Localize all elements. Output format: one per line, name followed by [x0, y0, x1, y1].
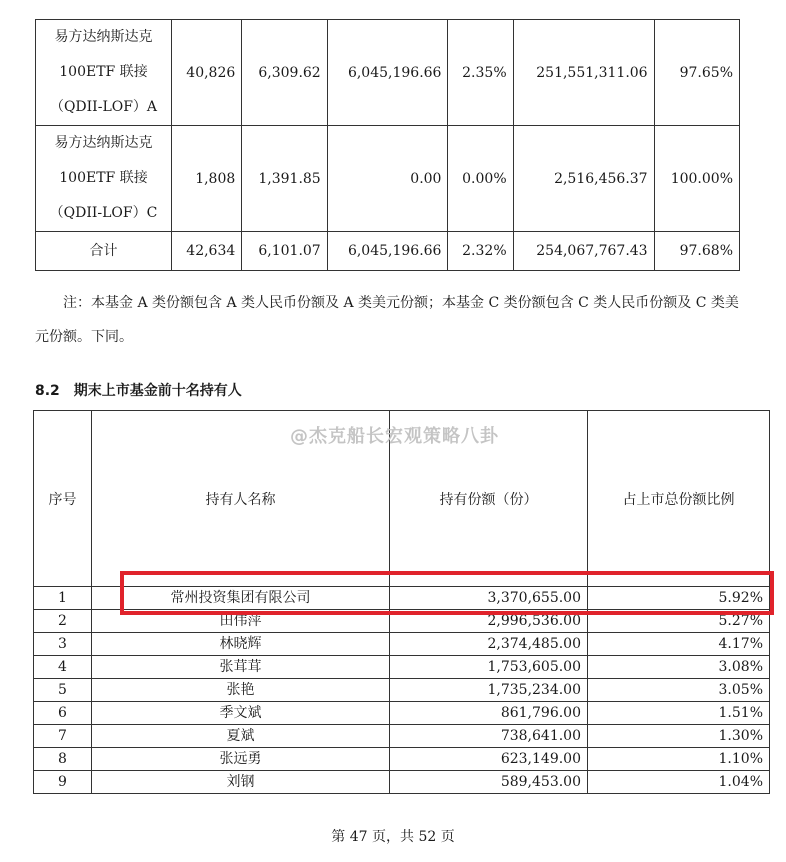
indiv-shares-cell: 251,551,311.06 — [513, 20, 654, 126]
fund-name-line: （QDII-LOF）A — [49, 99, 158, 115]
table-row — [36, 20, 740, 126]
row-holder-name: 夏斌 — [92, 725, 390, 748]
watermark: @杰克船长宏观策略八卦 — [290, 426, 499, 447]
holders-count-cell: 42,634 — [172, 232, 242, 271]
avg-shares-cell: 1,391.85 — [242, 126, 327, 232]
row-ratio: 4.17% — [588, 633, 770, 656]
row-no: 8 — [34, 748, 92, 771]
total-label-cell: 合计 — [36, 232, 172, 271]
fund-holder-structure-table — [35, 19, 740, 271]
row-no: 4 — [34, 656, 92, 679]
row-no: 5 — [34, 679, 92, 702]
fund-name-line: 100ETF 联接 — [59, 170, 148, 186]
indiv-shares-cell: 254,067,767.43 — [513, 232, 654, 271]
row-holder-name: 张茸茸 — [92, 656, 390, 679]
section-heading: 8.2 期末上市基金前十名持有人 — [35, 383, 242, 399]
row-shares: 861,796.00 — [390, 702, 588, 725]
inst-shares-cell: 6,045,196.66 — [327, 232, 448, 271]
indiv-ratio-cell: 100.00% — [654, 126, 739, 232]
row-no: 1 — [34, 587, 92, 610]
table-note: 注：本基金 A 类份额包含 A 类人民币份额及 A 类美元份额；本基金 C 类份额包含 C 类人民币份额及 C 类美元份额。下同。 — [35, 295, 739, 345]
row-holder-name: 林晓辉 — [92, 633, 390, 656]
indiv-shares-cell: 2,516,456.37 — [513, 126, 654, 232]
inst-shares-cell: 6,045,196.66 — [327, 20, 448, 126]
table-row — [34, 679, 770, 702]
row-shares: 3,370,655.00 — [390, 587, 588, 610]
indiv-ratio-cell: 97.68% — [654, 232, 739, 271]
row-shares: 2,374,485.00 — [390, 633, 588, 656]
table-row — [34, 748, 770, 771]
avg-shares-cell: 6,309.62 — [242, 20, 327, 126]
row-ratio: 1.30% — [588, 725, 770, 748]
fund-name-line: 100ETF 联接 — [59, 64, 148, 80]
row-no: 7 — [34, 725, 92, 748]
indiv-ratio-cell: 97.65% — [654, 20, 739, 126]
row-holder-name: 田伟萍 — [92, 610, 390, 633]
row-holder-name: 刘钢 — [92, 771, 390, 794]
row-holder-name: 张艳 — [92, 679, 390, 702]
fund-name-cell — [36, 20, 172, 126]
row-no: 3 — [34, 633, 92, 656]
row-ratio: 3.08% — [588, 656, 770, 679]
fund-name-line: 易方达纳斯达克 — [54, 135, 153, 151]
table-row — [34, 656, 770, 679]
row-no: 6 — [34, 702, 92, 725]
row-ratio: 1.51% — [588, 702, 770, 725]
table-row — [34, 725, 770, 748]
row-ratio: 5.92% — [588, 587, 770, 610]
inst-shares-cell: 0.00 — [327, 126, 448, 232]
highlight-box — [120, 571, 774, 615]
table-row — [34, 702, 770, 725]
row-shares: 623,149.00 — [390, 748, 588, 771]
row-shares: 1,735,234.00 — [390, 679, 588, 702]
table-row — [36, 126, 740, 232]
row-ratio: 1.10% — [588, 748, 770, 771]
holders-count-cell: 40,826 — [172, 20, 242, 126]
page-footer: 第 47 页，共 52 页 — [331, 829, 455, 845]
total-row — [36, 232, 740, 271]
row-shares: 1,753,605.00 — [390, 656, 588, 679]
table-row — [34, 633, 770, 656]
table-row — [34, 771, 770, 794]
row-no: 9 — [34, 771, 92, 794]
row-holder-name: 张远勇 — [92, 748, 390, 771]
row-shares: 2,996,536.00 — [390, 610, 588, 633]
inst-ratio-cell: 0.00% — [448, 126, 513, 232]
row-shares: 738,641.00 — [390, 725, 588, 748]
header-no: 序号 — [34, 411, 92, 587]
header-holder-name: 持有人名称 — [92, 411, 390, 587]
header-ratio: 占上市总份额比例 — [588, 411, 770, 587]
row-holder-name: 常州投资集团有限公司 — [92, 587, 390, 610]
row-ratio: 1.04% — [588, 771, 770, 794]
row-shares: 589,453.00 — [390, 771, 588, 794]
avg-shares-cell: 6,101.07 — [242, 232, 327, 271]
fund-name-cell — [36, 126, 172, 232]
fund-name-line: 易方达纳斯达克 — [54, 29, 153, 45]
inst-ratio-cell: 2.32% — [448, 232, 513, 271]
header-shares: 持有份额（份） — [390, 411, 588, 587]
row-holder-name: 季文斌 — [92, 702, 390, 725]
row-ratio: 5.27% — [588, 610, 770, 633]
row-ratio: 3.05% — [588, 679, 770, 702]
holder-rows — [34, 587, 770, 794]
row-no: 2 — [34, 610, 92, 633]
fund-name-line: （QDII-LOF）C — [49, 205, 158, 221]
holders-count-cell: 1,808 — [172, 126, 242, 232]
inst-ratio-cell: 2.35% — [448, 20, 513, 126]
